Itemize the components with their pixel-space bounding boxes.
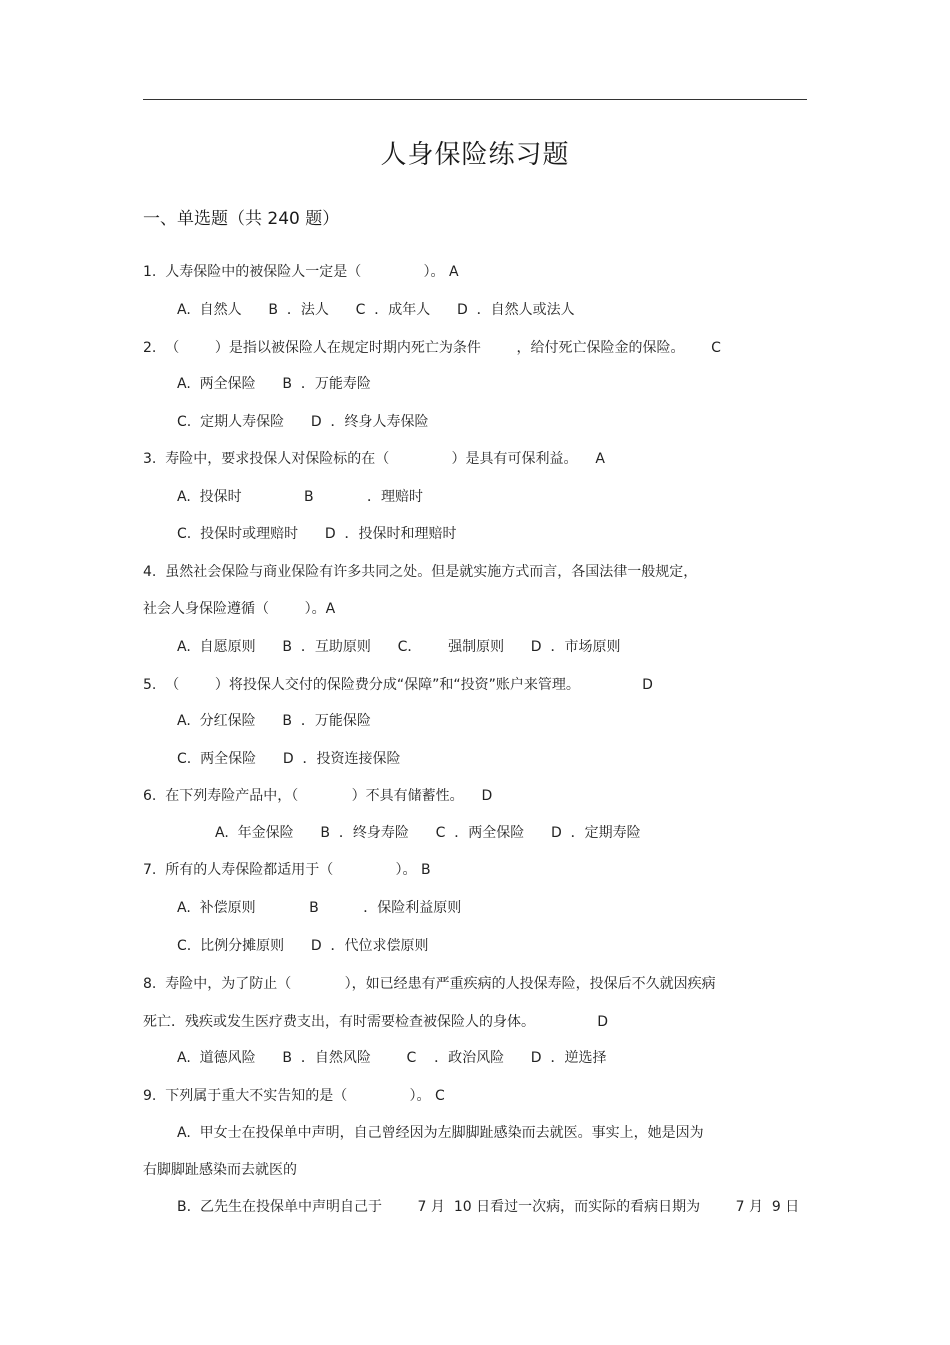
question-line: 社会人身保险遵循（ ）。A — [143, 601, 336, 617]
options-line: A. 投保时 B ．理赔时 — [177, 489, 423, 505]
question-line: 5. （ ）将投保人交付的保险费分成“保障”和“投资”账户来管理。 D — [143, 677, 653, 693]
question-line: 2. （ ）是指以被保险人在规定时期内死亡为条件 ，给付死亡保险金的保险。 C — [143, 340, 721, 356]
options-line: C. 定期人寿保险 D ．终身人寿保险 — [177, 414, 429, 430]
document-title: 人身保险练习题 — [380, 140, 570, 170]
options-line: C. 比例分摊原则 D ．代位求偿原则 — [177, 938, 429, 954]
options-line: A. 年金保险 B ．终身寿险 C ．两全保险 D ．定期寿险 — [215, 825, 641, 841]
options-line: C. 两全保险 D ．投资连接保险 — [177, 751, 401, 767]
question-line: 1. 人寿保险中的被保险人一定是（ ）。 A — [143, 264, 459, 280]
question-line: 6. 在下列寿险产品中，（ ）不具有储蓄性。 D — [143, 788, 493, 804]
options-line: A. 补偿原则 B ．保险利益原则 — [177, 900, 462, 916]
options-line: A. 道德风险 B ．自然风险 C ．政治风险 D ．逆选择 — [177, 1050, 607, 1066]
question-line: 死亡．残疾或发生医疗费支出，有时需要检查被保险人的身体。 D — [143, 1014, 609, 1030]
options-line: A. 自然人 B ．法人 C ．成年人 D ．自然人或法人 — [177, 302, 575, 318]
options-line: A. 分红保险 B ．万能保险 — [177, 713, 371, 729]
options-line: C. 投保时或理赔时 D ．投保时和理赔时 — [177, 526, 457, 542]
options-line: A. 甲女士在投保单中声明，自己曾经因为左脚脚趾感染而去就医。事实上，她是因为 — [177, 1125, 704, 1141]
header-rule — [143, 99, 807, 100]
options-line: A. 自愿原则 B ．互助原则 C． 强制原则 D ．市场原则 — [177, 639, 621, 655]
options-line: B. 乙先生在投保单中声明自己于 7 月 10 日看过一次病，而实际的看病日期为 7 月 9 日 — [177, 1199, 800, 1215]
question-line: 右脚脚趾感染而去就医的 — [143, 1162, 297, 1178]
question-line: 4. 虽然社会保险与商业保险有许多共同之处。但是就实施方式而言，各国法律一般规定， — [143, 564, 698, 580]
question-line: 8. 寿险中，为了防止（ ），如已经患有严重疾病的人投保寿险，投保后不久就因疾病 — [143, 976, 716, 992]
options-line: A. 两全保险 B ．万能寿险 — [177, 376, 371, 392]
question-line: 7. 所有的人寿保险都适用于（ ）。 B — [143, 862, 431, 878]
section-heading: 一、单选题（共 240 题） — [143, 209, 340, 229]
question-line: 9. 下列属于重大不实告知的是（ ）。 C — [143, 1088, 445, 1104]
question-line: 3. 寿险中，要求投保人对保险标的在（ ）是具有可保利益。 A — [143, 451, 605, 467]
